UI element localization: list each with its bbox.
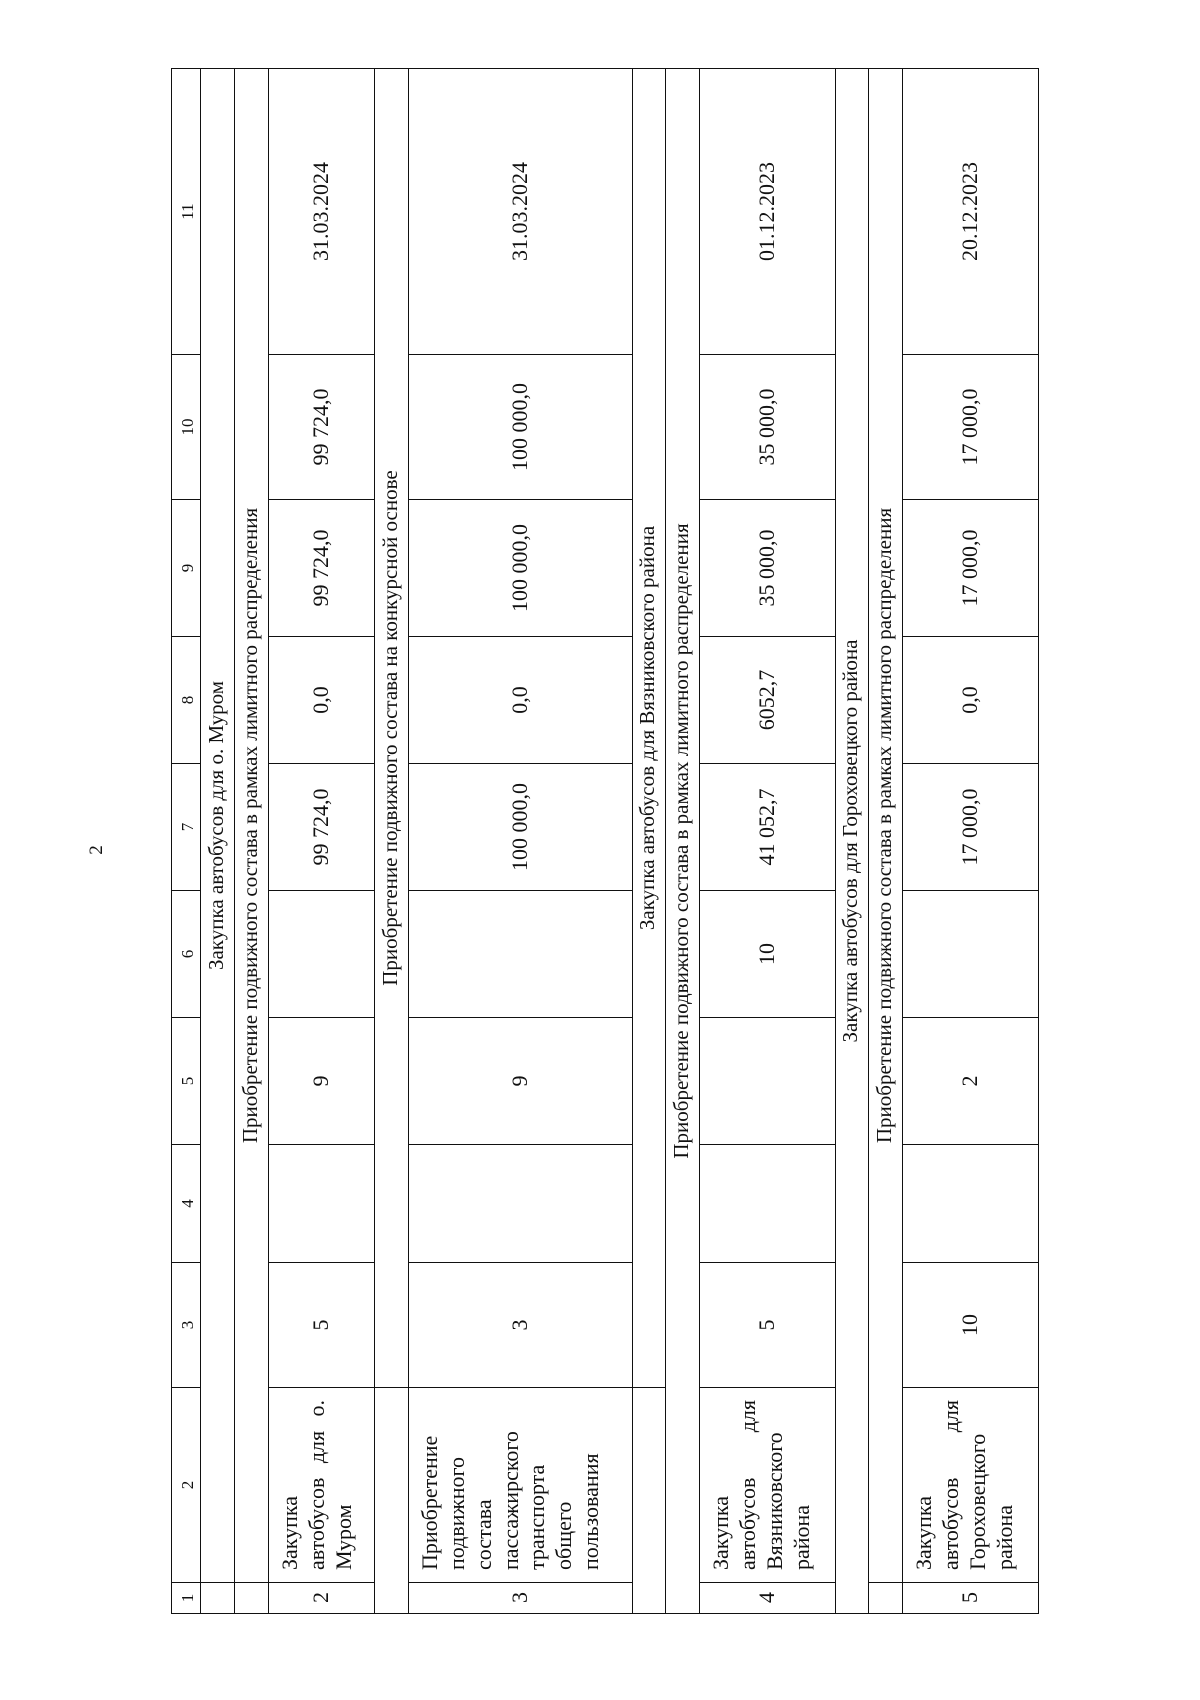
table-row (269, 69, 375, 1614)
subsection-row (666, 69, 700, 1614)
column-header: 9 (172, 500, 201, 637)
cell-col-11: 01.12.2023 (700, 69, 836, 355)
cell-col-3: 5 (269, 1263, 375, 1388)
section-gap-cell (632, 1388, 666, 1614)
section-row (632, 69, 666, 1614)
subsection-gap-cell (375, 1388, 409, 1614)
subsection-row (869, 69, 903, 1614)
cell-col-3: 10 (903, 1263, 1039, 1388)
cell-col-7: 17 000,0 (903, 764, 1039, 891)
cell-col-9: 35 000,0 (700, 500, 836, 637)
row-index: 2 (269, 1583, 375, 1614)
cell-col-9: 99 724,0 (269, 500, 375, 637)
cell-col-3: 3 (409, 1263, 632, 1388)
row-index: 4 (700, 1583, 836, 1614)
column-header: 3 (172, 1263, 201, 1388)
cell-col-8: 6052,7 (700, 637, 836, 764)
subsection-gap-cell (235, 1583, 269, 1614)
cell-col-7: 99 724,0 (269, 764, 375, 891)
row-name: Закупка автобусов для Гороховецкого района (903, 1388, 1039, 1583)
table-row (903, 69, 1039, 1614)
cell-col-5: 9 (269, 1018, 375, 1145)
cell-col-7: 100 000,0 (409, 764, 632, 891)
column-header: 1 (172, 1583, 201, 1614)
column-header: 6 (172, 891, 201, 1018)
cell-col-6 (409, 891, 632, 1018)
cell-col-11: 31.03.2024 (269, 69, 375, 355)
subsection-row (375, 69, 409, 1614)
section-row (201, 69, 235, 1614)
cell-col-10: 100 000,0 (409, 355, 632, 500)
column-header: 4 (172, 1145, 201, 1263)
cell-col-11: 20.12.2023 (903, 69, 1039, 355)
cell-col-6: 10 (700, 891, 836, 1018)
subsection-title: Приобретение подвижного состава в рамках лимитного распределения (666, 69, 700, 1614)
column-header: 5 (172, 1018, 201, 1145)
column-header: 8 (172, 637, 201, 764)
column-header: 10 (172, 355, 201, 500)
row-index: 3 (409, 1583, 632, 1614)
cell-col-10: 35 000,0 (700, 355, 836, 500)
page-number: 2 (86, 845, 107, 855)
column-number-row (172, 69, 201, 1614)
cell-col-4 (409, 1145, 632, 1263)
cell-col-9: 17 000,0 (903, 500, 1039, 637)
subsection-gap-cell (869, 1583, 903, 1614)
column-header: 11 (172, 69, 201, 355)
cell-col-6 (269, 891, 375, 1018)
cell-col-8: 0,0 (409, 637, 632, 764)
cell-col-4 (269, 1145, 375, 1263)
cell-col-5 (700, 1018, 836, 1145)
cell-col-11: 31.03.2024 (409, 69, 632, 355)
column-header: 7 (172, 764, 201, 891)
column-header: 2 (172, 1388, 201, 1583)
subsection-title: Приобретение подвижного состава в рамках лимитного распределения (869, 69, 903, 1583)
section-title: Закупка автобусов для Гороховецкого района (835, 69, 869, 1614)
row-name: Закупка автобусов для о. Муром (269, 1388, 375, 1583)
section-title: Закупка автобусов для о. Муром (201, 69, 235, 1583)
rotated-table-container (171, 69, 1039, 1614)
cell-col-8: 0,0 (903, 637, 1039, 764)
cell-col-10: 99 724,0 (269, 355, 375, 500)
table-row (409, 69, 632, 1614)
cell-col-5: 9 (409, 1018, 632, 1145)
section-title: Закупка автобусов для Вязниковского района (632, 69, 666, 1388)
subsection-title: Приобретение подвижного состава на конкурсной основе (375, 69, 409, 1388)
row-name: Приобретение подвижного состава пассажирского транспорта общего пользования (409, 1388, 632, 1583)
section-row (835, 69, 869, 1614)
cell-col-10: 17 000,0 (903, 355, 1039, 500)
cell-col-3: 5 (700, 1263, 836, 1388)
cell-col-4 (700, 1145, 836, 1263)
section-gap-cell (201, 1583, 235, 1614)
cell-col-6 (903, 891, 1039, 1018)
cell-col-8: 0,0 (269, 637, 375, 764)
subsection-row (235, 69, 269, 1614)
subsection-title: Приобретение подвижного состава в рамках лимитного распределения (235, 69, 269, 1583)
table-row (700, 69, 836, 1614)
row-index: 5 (903, 1583, 1039, 1614)
cell-col-4 (903, 1145, 1039, 1263)
row-name: Закупка автобусов для Вязниковского района (700, 1388, 836, 1583)
data-table (171, 68, 1039, 1614)
cell-col-9: 100 000,0 (409, 500, 632, 637)
cell-col-7: 41 052,7 (700, 764, 836, 891)
cell-col-5: 2 (903, 1018, 1039, 1145)
